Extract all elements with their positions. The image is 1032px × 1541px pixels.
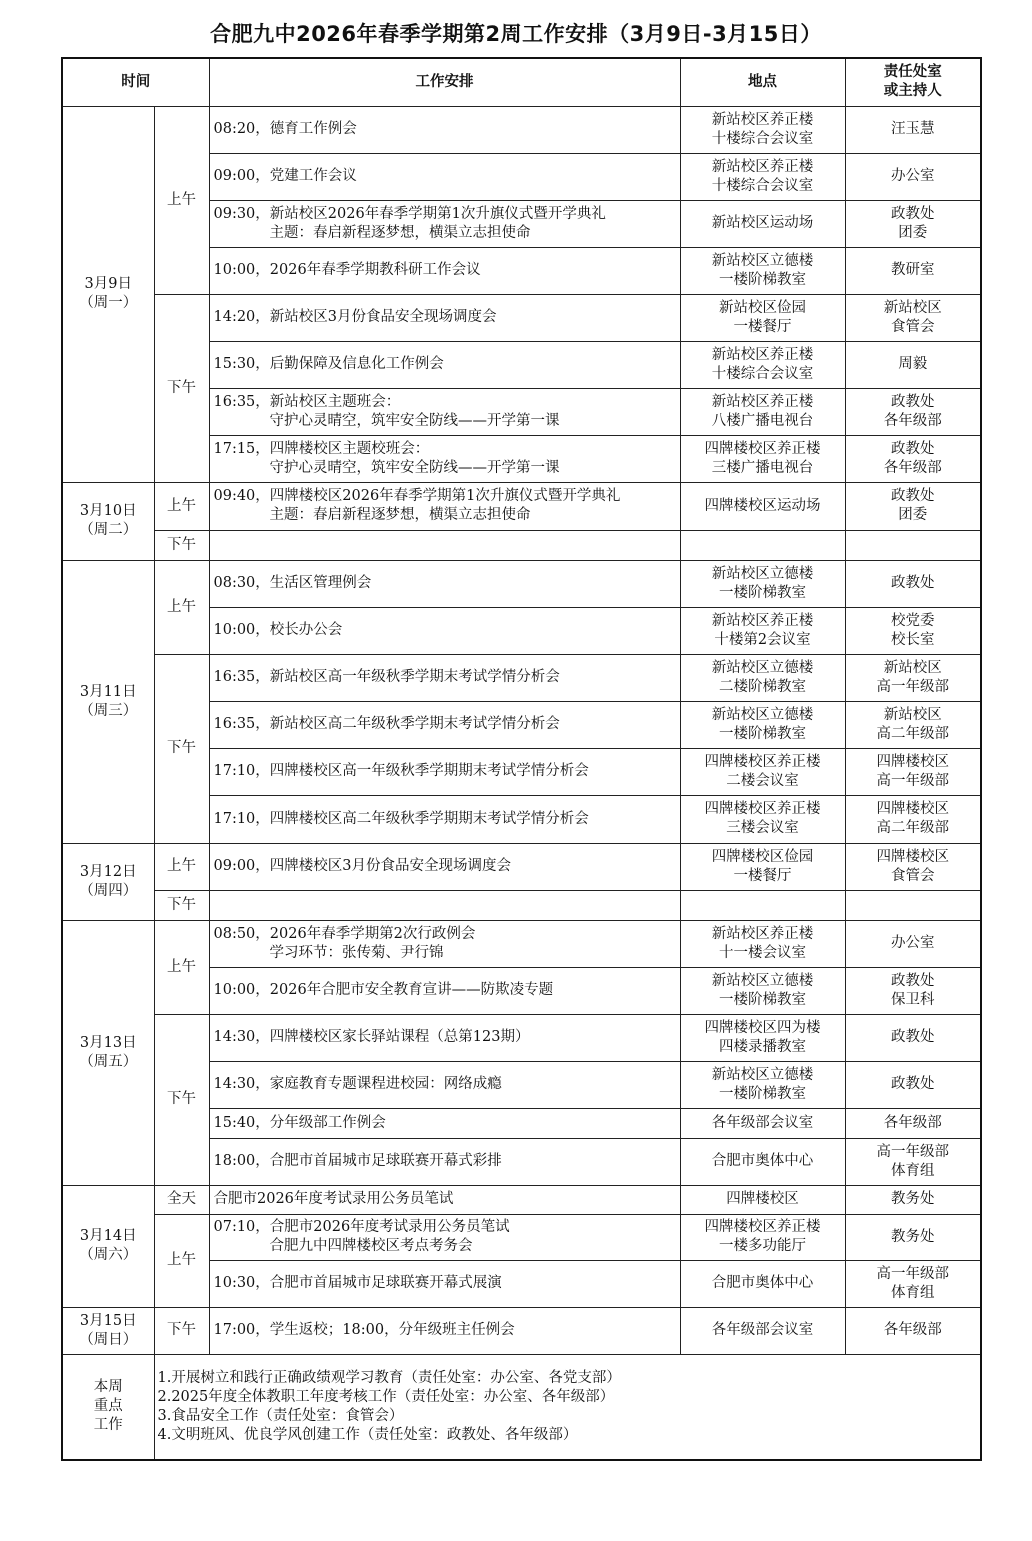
table-row	[62, 1185, 981, 1214]
header-work: 工作安排	[209, 58, 680, 106]
work-cell: 08:50，2026年春季学期第2次行政例会 学习环节：张传菊、尹行锦	[209, 920, 680, 967]
table-row	[62, 482, 981, 530]
work-cell: 16:35，新站校区高二年级秋季学期末考试学情分析会	[209, 701, 680, 748]
period-cell: 上午	[154, 843, 209, 890]
day-weekday: （周二）	[79, 522, 138, 538]
table-row	[62, 530, 981, 560]
period-cell: 上午	[154, 106, 209, 294]
owner-cell: 政教处 各年级部	[845, 388, 981, 435]
period-cell: 上午	[154, 1214, 209, 1307]
focus-item: 4.文明班风、优良学风创建工作（责任处室：政教处、各年级部）	[157, 1426, 578, 1443]
period-cell: 下午	[154, 1307, 209, 1354]
day-weekday: （周一）	[79, 295, 138, 311]
work-cell: 08:20，德育工作例会	[209, 106, 680, 153]
day-weekday: （周五）	[79, 1053, 138, 1070]
period-cell: 上午	[154, 560, 209, 654]
owner-cell: 政教处 团委	[845, 200, 981, 247]
owner-cell: 政教处 保卫科	[845, 967, 981, 1014]
owner-cell: 各年级部	[845, 1108, 981, 1138]
location-cell: 新站校区立德楼 一楼阶梯教室	[680, 701, 845, 748]
work-cell: 09:40，四牌楼校区2026年春季学期第1次升旗仪式暨开学典礼 主题：春启新程逐梦想，横渠立志担使命	[209, 482, 680, 530]
table-row	[62, 1014, 981, 1061]
day-date: 3月10日	[79, 503, 137, 519]
owner-cell: 政教处	[845, 1061, 981, 1108]
day-weekday: （周三）	[79, 702, 138, 719]
work-cell: 17:10，四牌楼校区高二年级秋季学期期末考试学情分析会	[209, 795, 680, 843]
day-weekday: （周六）	[79, 1247, 138, 1263]
focus-item: 1.开展树立和践行正确政绩观学习教育（责任处室：办公室、各党支部）	[157, 1369, 621, 1386]
period-cell: 上午	[154, 482, 209, 530]
day-cell	[62, 1185, 154, 1307]
day-cell	[62, 106, 154, 482]
work-cell: 15:40，分年级部工作例会	[209, 1108, 680, 1138]
table-row	[62, 106, 981, 153]
work-cell: 14:30，家庭教育专题课程进校园：网络成瘾	[209, 1061, 680, 1108]
location-cell: 新站校区养正楼 十楼综合会议室	[680, 153, 845, 200]
period-cell: 下午	[154, 890, 209, 920]
location-cell: 四牌楼校区	[680, 1185, 845, 1214]
location-cell	[680, 890, 845, 920]
day-date: 3月11日	[79, 683, 137, 700]
owner-cell	[845, 530, 981, 560]
location-cell: 新站校区养正楼 十楼综合会议室	[680, 341, 845, 388]
period-cell: 下午	[154, 1014, 209, 1185]
period-cell: 上午	[154, 920, 209, 1014]
day-date: 3月9日	[84, 276, 132, 292]
owner-cell: 政教处	[845, 1014, 981, 1061]
day-date: 3月14日	[79, 1228, 137, 1244]
header-row	[62, 58, 981, 106]
day-date: 3月12日	[79, 863, 137, 880]
location-cell: 新站校区立德楼 一楼阶梯教室	[680, 247, 845, 294]
header-time: 时间	[62, 58, 209, 106]
location-cell: 四牌楼校区养正楼 三楼广播电视台	[680, 435, 845, 482]
focus-label: 本周 重点 工作	[62, 1354, 154, 1460]
location-cell: 新站校区俭园 一楼餐厅	[680, 294, 845, 341]
location-cell: 新站校区立德楼 一楼阶梯教室	[680, 967, 845, 1014]
work-cell: 09:00，党建工作会议	[209, 153, 680, 200]
owner-cell: 教研室	[845, 247, 981, 294]
day-weekday: （周四）	[79, 882, 138, 899]
table-row	[62, 654, 981, 701]
location-cell: 合肥市奥体中心	[680, 1260, 845, 1307]
work-cell: 10:30，合肥市首届城市足球联赛开幕式展演	[209, 1260, 680, 1307]
location-cell: 新站校区运动场	[680, 200, 845, 247]
work-cell: 10:00，校长办公会	[209, 607, 680, 654]
owner-cell: 校党委 校长室	[845, 607, 981, 654]
location-cell: 新站校区养正楼 十一楼会议室	[680, 920, 845, 967]
owner-cell: 新站校区 高二年级部	[845, 701, 981, 748]
owner-cell: 高一年级部 体育组	[845, 1138, 981, 1185]
work-cell: 10:00，2026年春季学期教科研工作会议	[209, 247, 680, 294]
owner-cell: 政教处 各年级部	[845, 435, 981, 482]
work-cell: 10:00，2026年合肥市安全教育宣讲——防欺凌专题	[209, 967, 680, 1014]
work-cell: 14:20，新站校区3月份食品安全现场调度会	[209, 294, 680, 341]
location-cell: 新站校区立德楼 二楼阶梯教室	[680, 654, 845, 701]
owner-cell: 四牌楼校区 高二年级部	[845, 795, 981, 843]
owner-cell: 汪玉慧	[845, 106, 981, 153]
location-cell	[680, 530, 845, 560]
location-cell: 四牌楼校区四为楼 四楼录播教室	[680, 1014, 845, 1061]
work-cell: 14:30，四牌楼校区家长驿站课程（总第123期）	[209, 1014, 680, 1061]
day-date: 3月15日	[79, 1312, 137, 1329]
owner-cell: 新站校区 食管会	[845, 294, 981, 341]
table-row	[62, 560, 981, 607]
work-cell: 07:10，合肥市2026年度考试录用公务员笔试 合肥九中四牌楼校区考点考务会	[209, 1214, 680, 1260]
work-cell	[209, 530, 680, 560]
owner-cell: 新站校区 高一年级部	[845, 654, 981, 701]
location-cell: 合肥市奥体中心	[680, 1138, 845, 1185]
work-cell	[209, 890, 680, 920]
work-cell: 合肥市2026年度考试录用公务员笔试	[209, 1185, 680, 1214]
owner-cell: 各年级部	[845, 1307, 981, 1354]
schedule-table	[61, 57, 982, 1461]
work-cell: 17:15，四牌楼校区主题校班会： 守护心灵晴空，筑牢安全防线——开学第一课	[209, 435, 680, 482]
work-cell: 09:00，四牌楼校区3月份食品安全现场调度会	[209, 843, 680, 890]
header-owner: 责任处室 或主持人	[845, 58, 981, 106]
location-cell: 各年级部会议室	[680, 1108, 845, 1138]
focus-row	[62, 1354, 981, 1460]
day-date: 3月13日	[79, 1034, 137, 1051]
table-row	[62, 1214, 981, 1260]
work-cell: 09:30，新站校区2026年春季学期第1次升旗仪式暨开学典礼 主题：春启新程逐梦想，横渠立志担使命	[209, 200, 680, 247]
owner-cell: 政教处 团委	[845, 482, 981, 530]
owner-cell: 四牌楼校区 食管会	[845, 843, 981, 890]
owner-cell: 政教处	[845, 560, 981, 607]
location-cell: 新站校区养正楼 八楼广播电视台	[680, 388, 845, 435]
day-cell	[62, 482, 154, 560]
owner-cell: 四牌楼校区 高一年级部	[845, 748, 981, 795]
location-cell: 四牌楼校区养正楼 三楼会议室	[680, 795, 845, 843]
location-cell: 新站校区养正楼 十楼综合会议室	[680, 106, 845, 153]
period-cell: 全天	[154, 1185, 209, 1214]
table-row	[62, 843, 981, 890]
work-cell: 16:35，新站校区高一年级秋季学期末考试学情分析会	[209, 654, 680, 701]
owner-cell: 办公室	[845, 920, 981, 967]
period-cell: 下午	[154, 294, 209, 482]
period-cell: 下午	[154, 530, 209, 560]
location-cell: 四牌楼校区俭园 一楼餐厅	[680, 843, 845, 890]
day-cell	[62, 920, 154, 1185]
work-cell: 15:30，后勤保障及信息化工作例会	[209, 341, 680, 388]
owner-cell	[845, 890, 981, 920]
work-cell: 17:00，学生返校；18:00，分年级班主任例会	[209, 1307, 680, 1354]
owner-cell: 办公室	[845, 153, 981, 200]
page-title: 合肥九中2026年春季学期第2周工作安排（3月9日-3月15日）	[210, 22, 822, 46]
work-cell: 18:00，合肥市首届城市足球联赛开幕式彩排	[209, 1138, 680, 1185]
owner-cell: 教务处	[845, 1214, 981, 1260]
table-row	[62, 294, 981, 341]
location-cell: 四牌楼校区运动场	[680, 482, 845, 530]
owner-cell: 高一年级部 体育组	[845, 1260, 981, 1307]
work-cell: 16:35，新站校区主题班会： 守护心灵晴空，筑牢安全防线——开学第一课	[209, 388, 680, 435]
location-cell: 新站校区立德楼 一楼阶梯教室	[680, 560, 845, 607]
day-cell	[62, 1307, 154, 1354]
location-cell: 四牌楼校区养正楼 一楼多功能厅	[680, 1214, 845, 1260]
focus-item: 2.2025年度全体教职工年度考核工作（责任处室：办公室、各年级部）	[157, 1388, 615, 1405]
day-cell	[62, 843, 154, 920]
table-row	[62, 1307, 981, 1354]
work-cell: 17:10，四牌楼校区高一年级秋季学期期末考试学情分析会	[209, 748, 680, 795]
work-cell: 08:30，生活区管理例会	[209, 560, 680, 607]
owner-cell: 教务处	[845, 1185, 981, 1214]
owner-cell: 周毅	[845, 341, 981, 388]
day-cell	[62, 560, 154, 843]
focus-items	[154, 1354, 981, 1460]
location-cell: 新站校区立德楼 一楼阶梯教室	[680, 1061, 845, 1108]
location-cell: 四牌楼校区养正楼 二楼会议室	[680, 748, 845, 795]
table-row	[62, 920, 981, 967]
focus-item: 3.食品安全工作（责任处室：食管会）	[157, 1407, 404, 1424]
day-weekday: （周日）	[79, 1331, 138, 1348]
table-row	[62, 890, 981, 920]
location-cell: 新站校区养正楼 十楼第2会议室	[680, 607, 845, 654]
period-cell: 下午	[154, 654, 209, 843]
header-location: 地点	[680, 58, 845, 106]
location-cell: 各年级部会议室	[680, 1307, 845, 1354]
